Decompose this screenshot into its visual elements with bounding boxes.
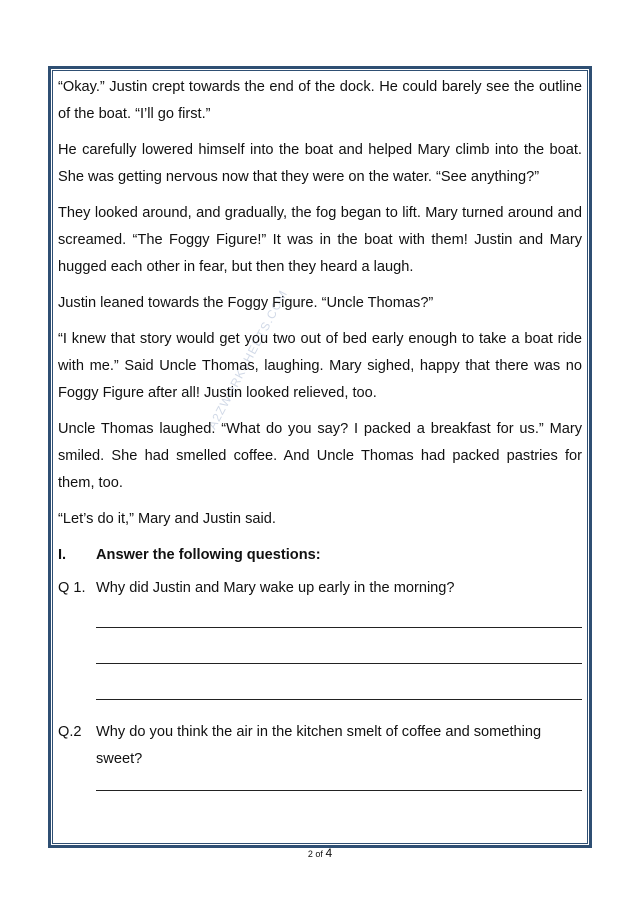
page-total: 4 xyxy=(325,846,333,860)
question-2 xyxy=(58,719,582,773)
section-heading xyxy=(58,542,582,569)
page-current: 2 xyxy=(307,849,313,859)
section-number: I. xyxy=(58,547,67,563)
section-title: Answer the following questions: xyxy=(96,547,321,563)
passage-paragraph-4: Justin leaned towards the Foggy Figure. “Uncle Thomas?” xyxy=(58,295,434,311)
passage-paragraph-6: Uncle Thomas laughed. “What do you say? I packed a breakfast for us.” Mary smiled. She had smelled coffee. And Uncle Thomas had packed pastries for them, too. xyxy=(58,421,582,491)
passage-paragraph-2: He carefully lowered himself into the boat and helped Mary climb into the boat. She was getting nervous now that they were on the water. “See anything?” xyxy=(58,142,582,185)
passage-paragraph-3: They looked around, and gradually, the fog began to lift. Mary turned around and screamed. “The Foggy Figure!” It was in the boat with them! Justin and Mary hugged each other in fear, but then they heard a laugh. xyxy=(58,205,582,275)
worksheet-content xyxy=(58,74,582,791)
question-1-number: Q 1. xyxy=(58,580,86,596)
passage-paragraph-1: “Okay.” Justin crept towards the end of the dock. He could barely see the outline of the boat. “I’ll go first.” xyxy=(58,79,582,122)
passage-paragraph-5: “I knew that story would get you two out of bed early enough to take a boat ride with me.” Said Uncle Thomas, laughing. Mary sighed, happy that there was no Foggy Figure after all! Justin looked relieved, too. xyxy=(58,331,582,401)
page-of: of xyxy=(315,849,323,859)
question-1-text: Why did Justin and Mary wake up early in the morning? xyxy=(96,580,455,596)
page-number xyxy=(0,846,640,860)
answer-line[interactable] xyxy=(96,790,582,791)
question-2-number: Q.2 xyxy=(58,724,82,740)
watermark: A2ZWORKSHEETS.COM xyxy=(205,287,291,432)
passage-paragraph-7: “Let’s do it,” Mary and Justin said. xyxy=(58,511,276,527)
question-1 xyxy=(58,575,582,602)
question-2-text: Why do you think the air in the kitchen smelt of coffee and something sweet? xyxy=(96,724,542,767)
